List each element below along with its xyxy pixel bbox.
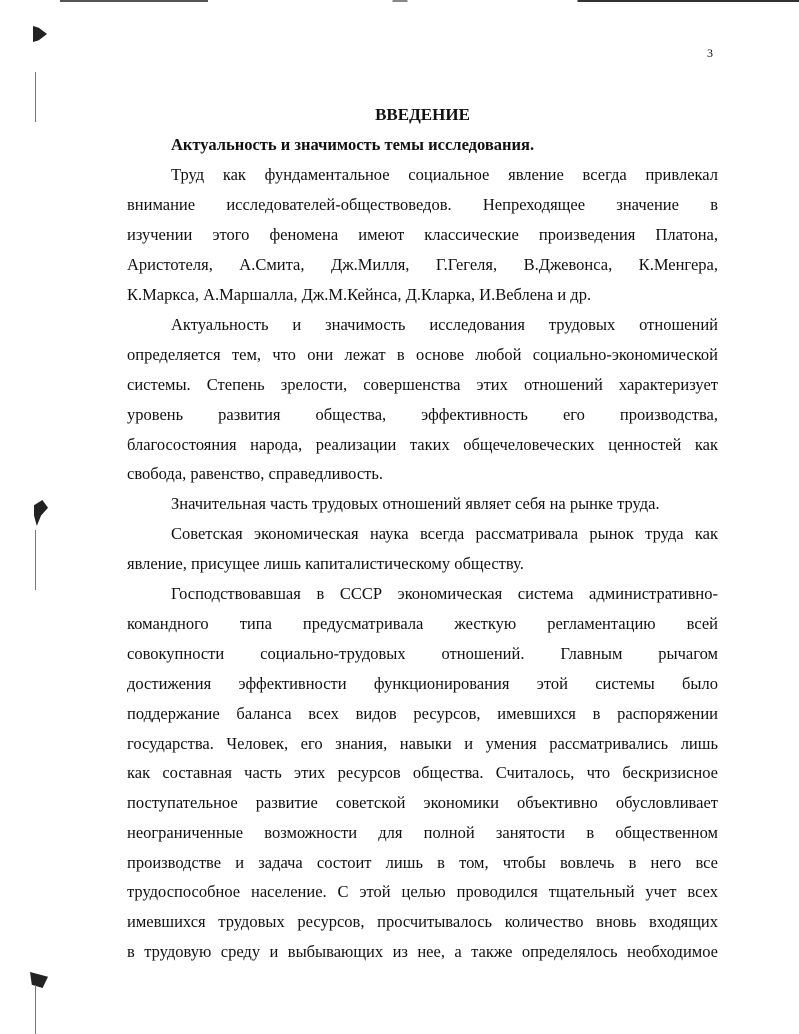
text-line: в трудовую среду и выбывающих из нее, а также определялось необходимое bbox=[127, 942, 718, 961]
binding-line bbox=[35, 530, 36, 590]
scan-edge-line bbox=[60, 0, 799, 2]
text-line: поддержание баланса всех видов ресурсов, имевшихся в распоряжении bbox=[127, 704, 718, 723]
text-line: Актуальность и значимость исследования трудовых отношений bbox=[171, 315, 718, 334]
text-line: уровень развития общества, эффективность его производства, bbox=[127, 405, 718, 424]
text-line: поступательное развитие советской экономики объективно обусловливает bbox=[127, 793, 718, 812]
text-line: свобода, равенство, справедливость. bbox=[127, 464, 384, 483]
binding-hole-mark bbox=[33, 26, 47, 42]
text-line: определяется тем, что они лежат в основе любой социально-экономической bbox=[127, 345, 718, 364]
binding-hole-mark bbox=[34, 500, 48, 526]
text-line: изучении этого феномена имеют классические произведения Платона, bbox=[127, 225, 718, 244]
text-line: К.Маркса, А.Маршалла, Дж.М.Кейнса, Д.Кларка, И.Веблена и др. bbox=[127, 285, 592, 304]
binding-hole-mark bbox=[30, 972, 48, 988]
text-line: внимание исследователей-обществоведов. Непреходящее значение в bbox=[127, 195, 718, 214]
text-line: неограниченные возможности для полной занятости в общественном bbox=[127, 823, 718, 842]
binding-line bbox=[35, 985, 36, 1034]
text-line: благосостояния народа, реализации таких общечеловеческих ценностей как bbox=[127, 435, 718, 454]
text-line: совокупности социально-трудовых отношений. Главным рычагом bbox=[127, 644, 718, 663]
text-line: производстве и задача состоит лишь в том, чтобы вовлечь в него все bbox=[127, 853, 718, 872]
page-number: 3 bbox=[707, 46, 713, 60]
text-line: имевшихся трудовых ресурсов, просчитывалось количество вновь входящих bbox=[127, 912, 718, 931]
text-line: Господствовавшая в СССР экономическая система административно- bbox=[171, 584, 718, 603]
text-line: Труд как фундаментальное социальное явление всегда привлекал bbox=[171, 165, 718, 184]
text-line: Аристотеля, А.Смита, Дж.Милля, Г.Гегеля, В.Джевонса, К.Менгера, bbox=[127, 255, 718, 274]
text-line: трудоспособное население. С этой целью проводился тщательный учет всех bbox=[127, 882, 718, 901]
text-line: командного типа предусматривала жесткую регламентацию всей bbox=[127, 614, 718, 633]
text-line: как составная часть этих ресурсов общества. Считалось, что бескризисное bbox=[127, 763, 718, 782]
text-line: Значительная часть трудовых отношений являет себя на рынке труда. bbox=[171, 494, 660, 513]
text-line: явление, присущее лишь капиталистическому обществу. bbox=[127, 554, 524, 573]
section-subtitle: Актуальность и значимость темы исследования. bbox=[171, 135, 535, 154]
section-title: ВВЕДЕНИЕ bbox=[375, 105, 470, 124]
text-line: системы. Степень зрелости, совершенства этих отношений характеризует bbox=[127, 375, 718, 394]
text-line: государства. Человек, его знания, навыки и умения рассматривались лишь bbox=[127, 734, 718, 753]
text-line: Советская экономическая наука всегда рассматривала рынок труда как bbox=[171, 524, 718, 543]
text-line: достижения эффективности функционирования этой системы было bbox=[127, 674, 718, 693]
